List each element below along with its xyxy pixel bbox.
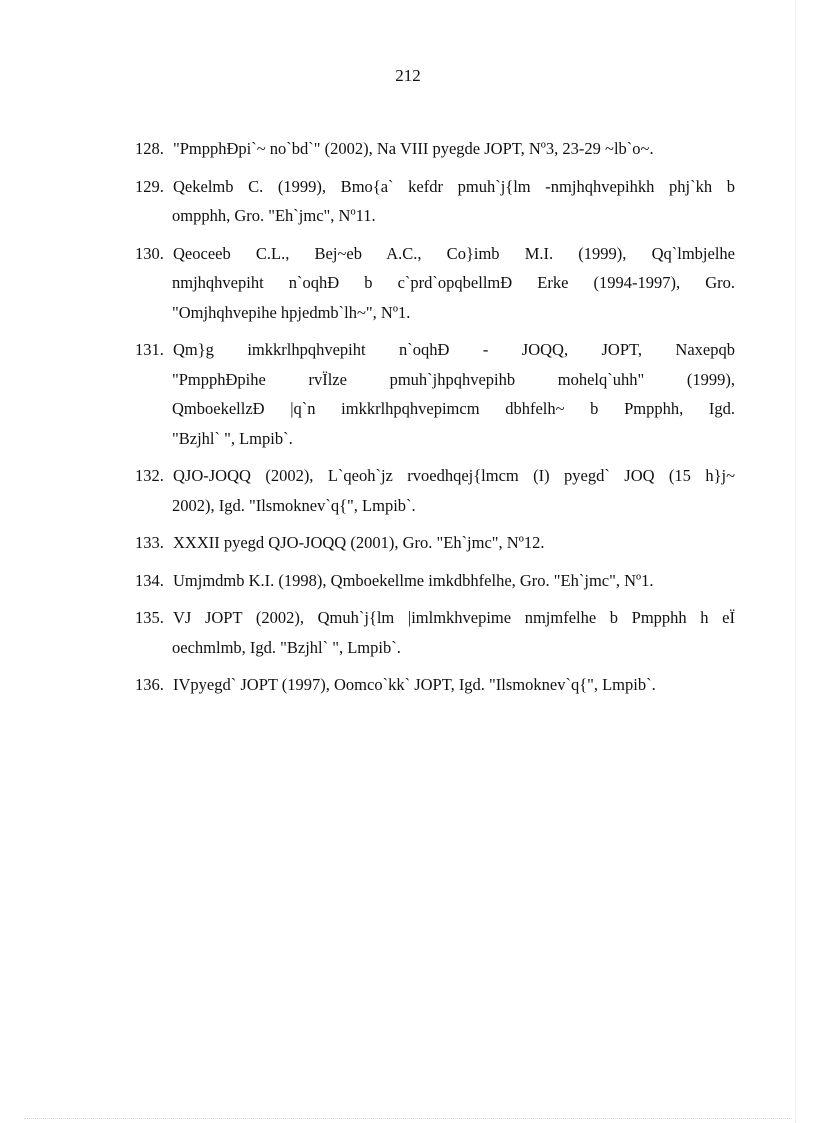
reference-number: 129. — [135, 176, 164, 196]
reference-number: 132. — [135, 466, 164, 485]
reference-line: oechmlmb, Igd. "Bzjhl` ", Lmpib`. — [172, 637, 401, 657]
reference-text — [173, 566, 735, 596]
reference-line: nmjhqhvepiht n`oqhÐ b c`prd`opqbellmÐ Erke (1994-1997), Gro. — [172, 273, 735, 292]
reference-line: QJO-JOQQ (2002), L`qeoh`jz rvoedhqej{lmcm (I) pyegd` JOQ (15 h}j~ — [173, 466, 735, 485]
reference-entry — [135, 528, 735, 558]
reference-entry — [135, 670, 735, 700]
reference-line: XXXII pyegd QJO-JOQQ (2001), Gro. "Eh`jmc", Nº12. — [173, 533, 545, 552]
reference-entry — [135, 134, 735, 164]
reference-text — [173, 670, 735, 700]
reference-line: QmboekellzÐ |q`n imkkrlhpqhvepimcm dbhfelh~ b Pmpphh, Igd. — [172, 399, 735, 418]
reference-line: ompphh, Gro. "Eh`jmc", Nº11. — [172, 206, 376, 225]
reference-line: "Omjhqhvepihe hpjedmb`lh~", Nº1. — [172, 302, 411, 322]
reference-line: 2002), Igd. "Ilsmoknev`q{", Lmpib`. — [172, 495, 416, 515]
reference-number: 130. — [135, 243, 164, 263]
reference-number: 136. — [135, 675, 164, 694]
reference-line: "Bzjhl` ", Lmpib`. — [172, 428, 293, 448]
page-edge-right — [795, 0, 796, 1123]
reference-text — [173, 603, 735, 662]
reference-number: 128. — [135, 139, 164, 158]
reference-entry — [135, 239, 735, 328]
reference-text — [173, 134, 735, 164]
reference-number: 134. — [135, 570, 164, 590]
reference-line: VJ JOPT (2002), Qmuh`j{lm |imlmkhvepime nmjmfelhe b Pmpphh h eÏ — [173, 608, 735, 627]
reference-number: 131. — [135, 340, 164, 359]
reference-entry — [135, 566, 735, 596]
reference-number: 135. — [135, 608, 164, 627]
reference-list — [135, 134, 735, 708]
reference-text — [173, 461, 735, 520]
reference-line: Qm}g imkkrlhpqhvepiht n`oqhÐ - JOQQ, JOPT, Naxepqb — [173, 340, 735, 359]
reference-entry — [135, 603, 735, 662]
reference-line: "PmpphÐpihe rvÏlze pmuh`jhpqhvepihb mohelq`uhh" (1999), — [172, 369, 735, 389]
reference-text — [173, 239, 735, 328]
reference-entry — [135, 172, 735, 231]
page-number: 212 — [395, 66, 421, 85]
reference-text — [173, 335, 735, 453]
page-edge-bottom — [24, 1118, 792, 1119]
reference-entry — [135, 461, 735, 520]
reference-entry — [135, 335, 735, 453]
reference-number: 133. — [135, 533, 164, 552]
reference-line: IVpyegd` JOPT (1997), Oomco`kk` JOPT, Igd. "Ilsmoknev`q{", Lmpib`. — [173, 675, 656, 694]
reference-line: Qekelmb C. (1999), Bmo{a` kefdr pmuh`j{lm -nmjhqhvepihkh phj`kh b — [173, 176, 735, 196]
reference-text — [173, 172, 735, 231]
reference-line: "PmpphÐpi`~ no`bd`" (2002), Na VIII pyegde JOPT, Nº3, 23-29 ~lb`o~. — [173, 139, 654, 158]
reference-line: Qeoceeb C.L., Bej~eb A.C., Co}imb M.I. (1999), Qq`lmbjelhe — [173, 243, 735, 263]
reference-text — [173, 528, 735, 558]
reference-line: Umjmdmb K.I. (1998), Qmboekellme imkdbhfelhe, Gro. "Eh`jmc", Nº1. — [173, 570, 654, 590]
